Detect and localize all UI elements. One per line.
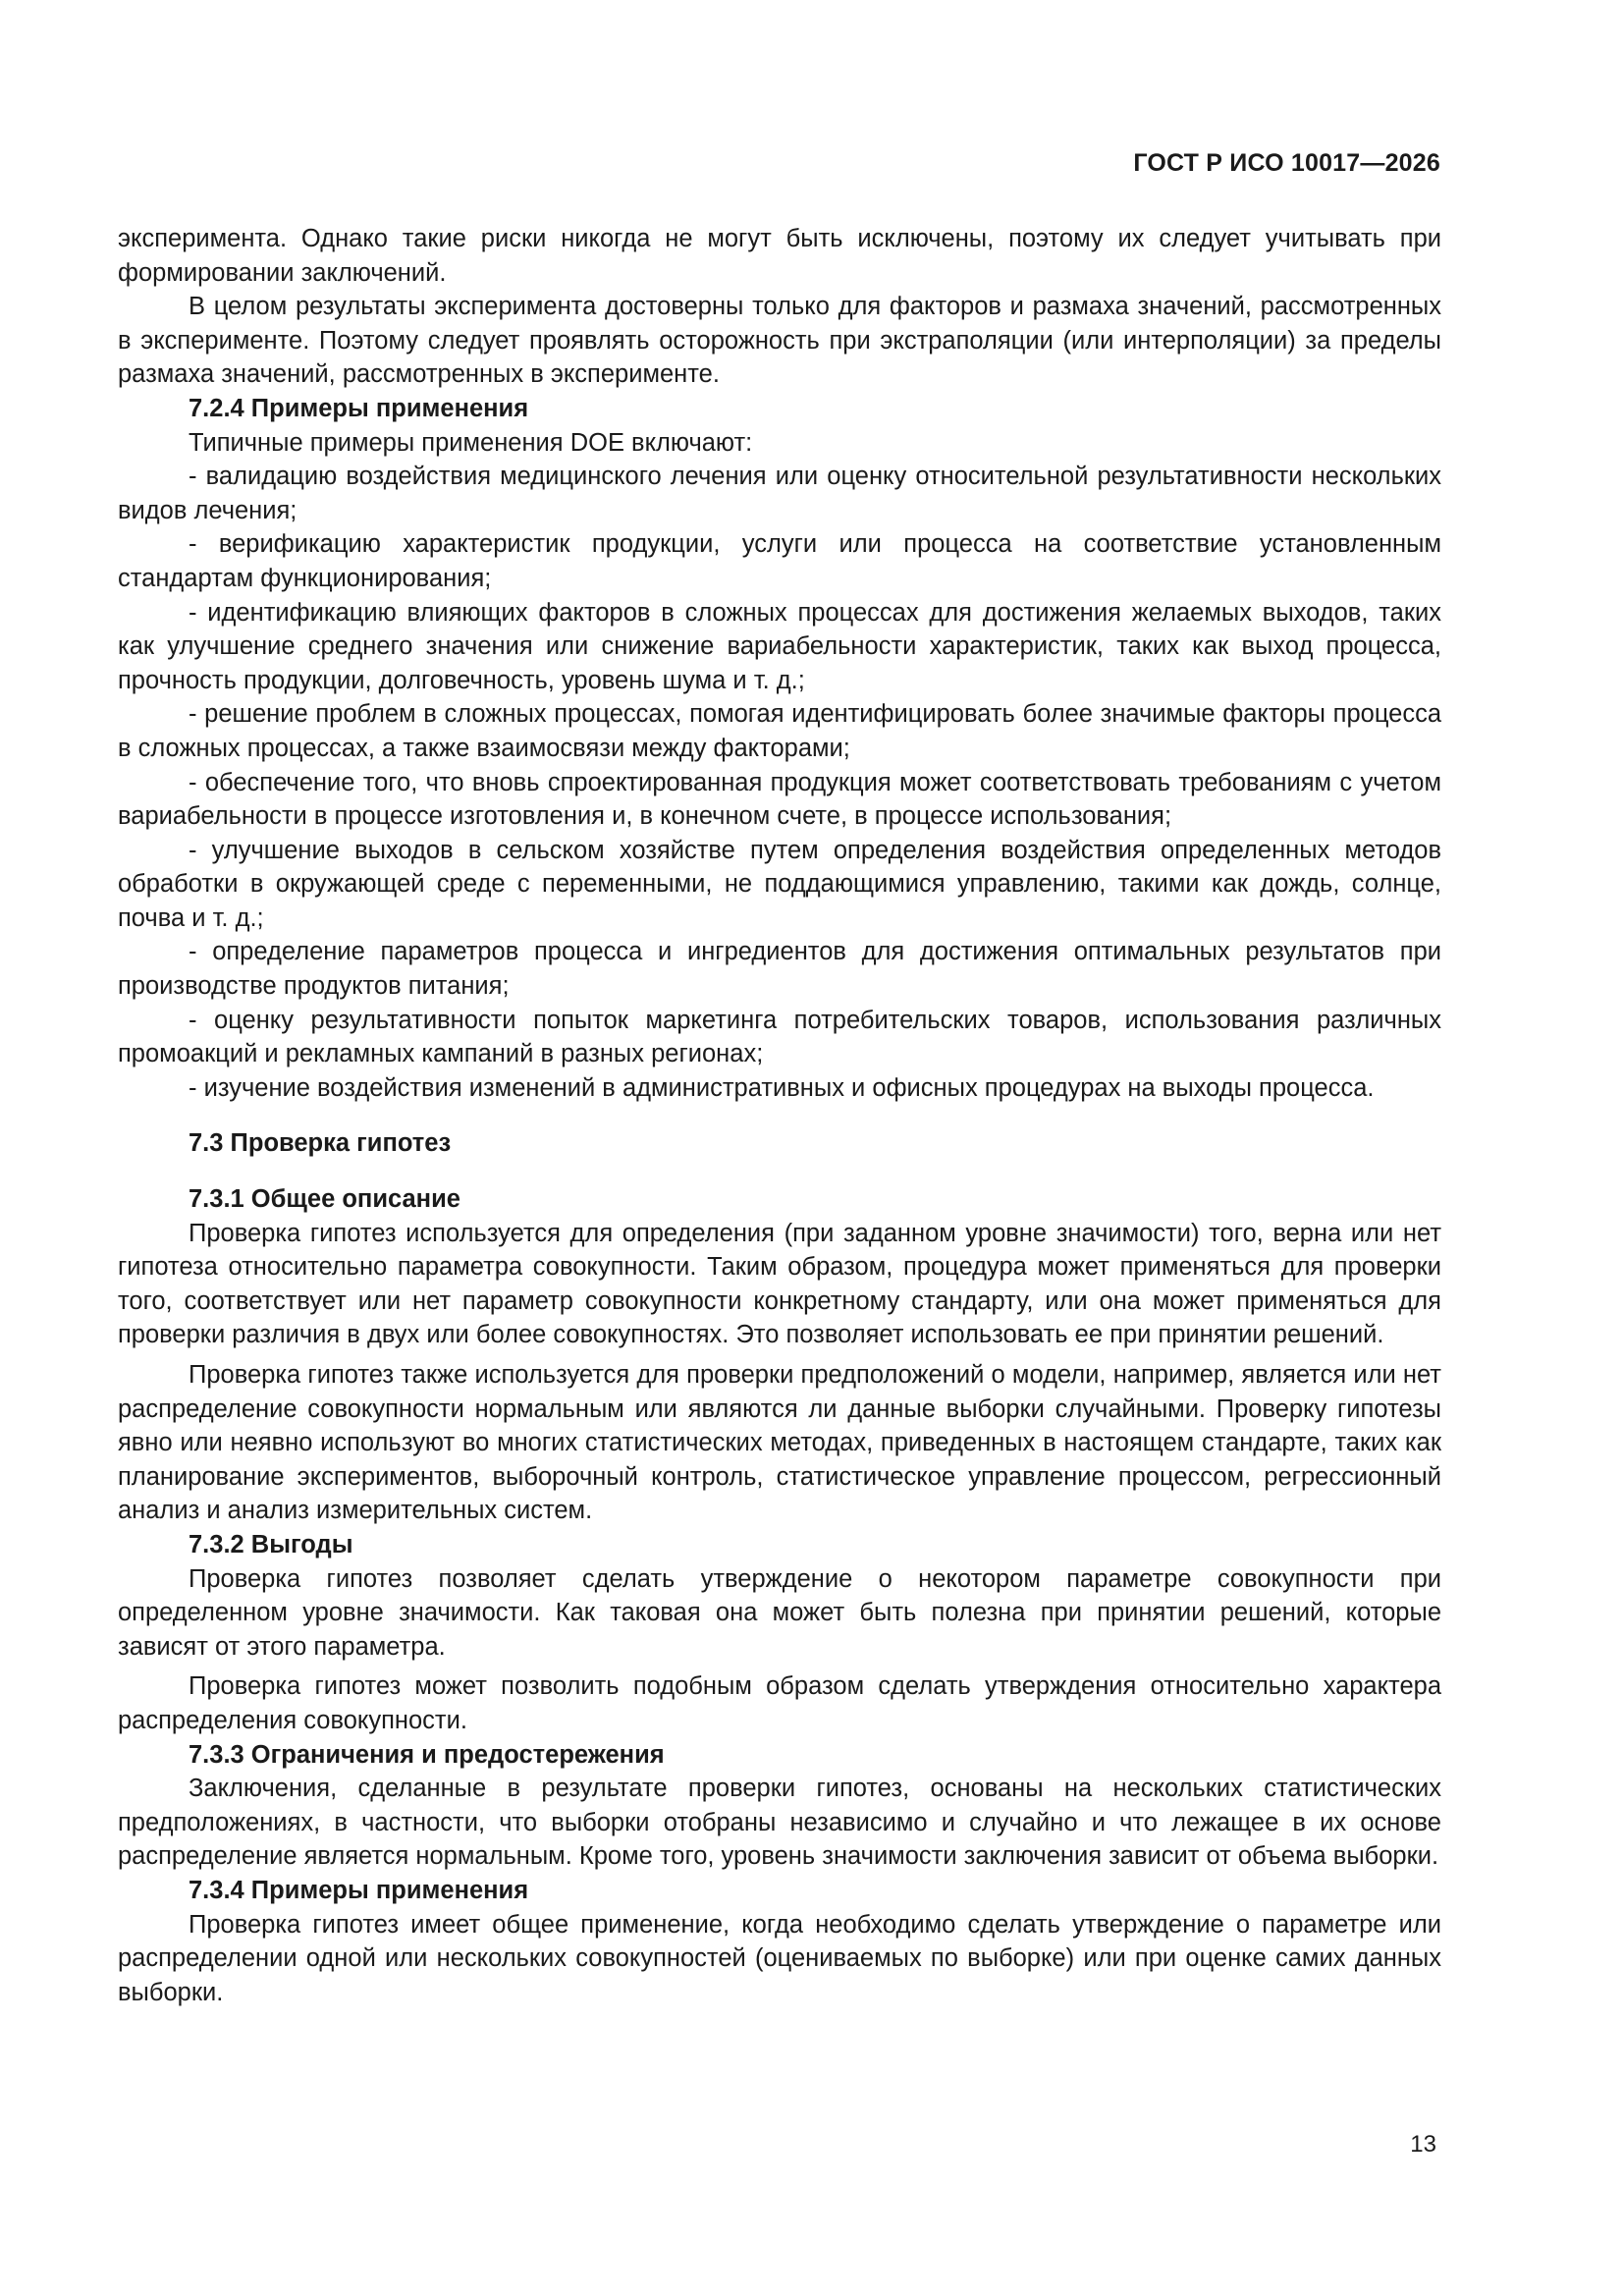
paragraph: Проверка гипотез может позволить подобным образом сделать утверждения относительно характера распределения совокупности.	[118, 1672, 1441, 1734]
paragraph: Проверка гипотез позволяет сделать утверждение о некотором параметре совокупности при определенном уровне значимости. Как таковая она может быть полезна при принятии решений, которые зависят от этого параметра.	[118, 1564, 1441, 1661]
document-body	[118, 222, 1441, 2009]
section-heading-7-3-3: 7.3.3 Ограничения и предостережения	[189, 1740, 665, 1769]
page-number: 13	[1410, 2131, 1436, 2158]
list-item: - верификацию характеристик продукции, услуги или процесса на соответствие установленным стандартам функционирования;	[118, 530, 1441, 592]
list-item: - оценку результативности попыток маркетинга потребительских товаров, использования различных промоакций и рекламных кампаний в разных регионах;	[118, 1006, 1441, 1068]
paragraph: Проверка гипотез имеет общее применение, когда необходимо сделать утверждение о параметре или распределении одной или нескольких совокупностей (оцениваемых по выборке) или при оценке самих данных выборки.	[118, 1910, 1441, 2006]
paragraph: В целом результаты эксперимента достоверны только для факторов и размаха значений, рассмотренных в эксперименте. Поэтому следует проявлять осторожность при экстраполяции (или интерполяции) за пределы размаха значений, рассмотренных в эксперименте.	[118, 293, 1441, 389]
section-heading-7-3: 7.3 Проверка гипотез	[189, 1129, 452, 1158]
section-heading-7-3-2: 7.3.2 Выгоды	[189, 1530, 353, 1558]
paragraph: Типичные примеры применения DOE включают:	[189, 428, 753, 457]
list-item: - обеспечение того, что вновь спроектированная продукция может соответствовать требованиям с учетом вариабельности в процессе изготовления и, в конечном счете, в процессе использования;	[118, 768, 1441, 831]
list-item: - идентификацию влияющих факторов в сложных процессах для достижения желаемых выходов, таких как улучшение среднего значения или снижение вариабельности характеристик, таких как выход процесса, прочность продукции, долговечность, уровень шума и т. д.;	[118, 598, 1441, 694]
section-heading-7-3-1: 7.3.1 Общее описание	[189, 1185, 460, 1214]
paragraph: Заключения, сделанные в результате проверки гипотез, основаны на нескольких статистических предположениях, в частности, что выборки отобраны независимо и случайно и что лежащее в их основе распределение является нормальным. Кроме того, уровень значимости заключения зависит от объема выборки.	[118, 1775, 1441, 1871]
paragraph: Проверка гипотез используется для определения (при заданном уровне значимости) того, верна или нет гипотеза относительно параметра совокупности. Таким образом, процедура может применяться для проверки того, соответствует или нет параметр совокупности конкретному стандарту, или она может применяться для проверки различия в двух или более совокупностях. Это позволяет использовать ее при принятии решений.	[118, 1219, 1441, 1349]
section-heading-7-2-4: 7.2.4 Примеры применения	[189, 394, 529, 422]
list-item: - изучение воздействия изменений в административных и офисных процедурах на выходы процесса.	[189, 1073, 1375, 1102]
section-heading-7-3-4: 7.3.4 Примеры применения	[189, 1876, 529, 1904]
list-item: - определение параметров процесса и ингредиентов для достижения оптимальных результатов при производстве продуктов питания;	[118, 938, 1441, 1001]
list-item: - решение проблем в сложных процессах, помогая идентифицировать более значимые факторы процесса в сложных процессах, а также взаимосвязи между факторами;	[118, 700, 1441, 762]
document-header: ГОСТ Р ИСО 10017—2026	[1133, 149, 1440, 177]
list-item: - улучшение выходов в сельском хозяйстве путем определения воздействия определенных методов обработки в окружающей среде с переменными, не поддающимися управлению, такими как дождь, солнце, почва и т. д.;	[118, 836, 1441, 932]
paragraph: Проверка гипотез также используется для проверки предположений о модели, например, является или нет распределение совокупности нормальным или являются ли данные выборки случайными. Проверку гипотезы явно или неявно используют во многих статистических методах, приведенных в настоящем стандарте, таких как планирование экспериментов, выборочный контроль, статистическое управление процессом, регрессионный анализ и анализ измерительных систем.	[118, 1361, 1441, 1525]
paragraph: эксперимента. Однако такие риски никогда не могут быть исключены, поэтому их следует учитывать при формировании заключений.	[118, 225, 1441, 287]
list-item: - валидацию воздействия медицинского лечения или оценку относительной результативности нескольких видов лечения;	[118, 463, 1441, 524]
